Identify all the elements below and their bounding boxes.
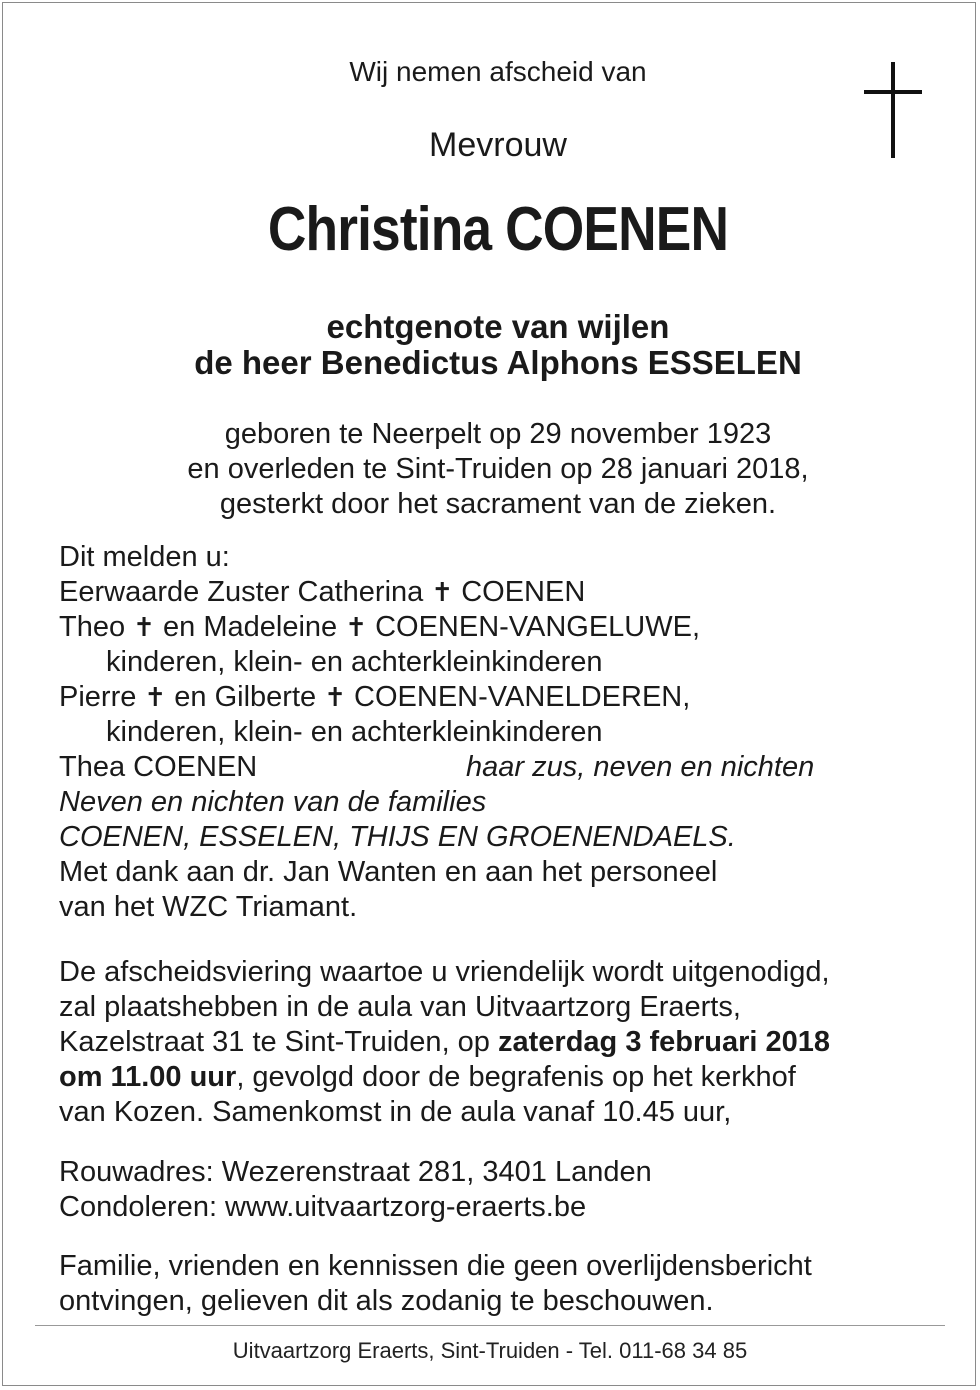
note-block: Familie, vrienden en kennissen die geen overlijdensbericht ontvingen, gelieven dit als zodanig te beschouwen. (59, 1250, 812, 1317)
condolence-link[interactable]: Condoleren: www.uitvaartzorg-eraerts.be (59, 1191, 587, 1223)
announcement-block (59, 540, 815, 925)
cross-icon: ✝ (431, 577, 454, 607)
address-block (59, 1155, 652, 1225)
rouwadres: Rouwadres: Wezerenstraat 281, 3401 Landen (59, 1156, 652, 1188)
spouse-line: de heer Benedictus Alphons ESSELEN (194, 344, 802, 381)
cross-icon: ✝ (144, 682, 167, 712)
family-line: Theo ✝ en Madeleine ✝ COENEN-VANGELUWE, (59, 611, 701, 643)
death-line: en overleden te Sint-Truiden op 28 januari 2018, (187, 453, 809, 485)
intro-line: Wij nemen afscheid van (349, 56, 647, 87)
family-line: kinderen, klein- en achterkleinkinderen (106, 646, 603, 678)
family-line: COENEN, ESSELEN, THIJS EN GROENENDAELS. (59, 821, 736, 853)
spouse-line: echtgenote van wijlen (326, 308, 670, 345)
spouse-block (0, 309, 980, 381)
cross-icon: ✝ (324, 682, 346, 712)
family-line: Eerwaarde Zuster Catherina ✝ COENEN (59, 576, 586, 608)
announce-heading: Dit melden u: (59, 541, 230, 573)
family-line: kinderen, klein- en achterkleinkinderen (106, 716, 603, 748)
ceremony-date: zaterdag 3 februari 2018 (498, 1026, 831, 1058)
birth-line: geboren te Neerpelt op 29 november 1923 (224, 418, 772, 450)
sacrament-line: gesterkt door het sacrament van de zieken. (219, 488, 777, 520)
deceased-name: Christina COENEN (267, 195, 729, 264)
footer: Uitvaartzorg Eraerts, Sint-Truiden - Tel. 011-68 34 85 (232, 1338, 748, 1363)
ceremony-time: om 11.00 uur (59, 1061, 237, 1093)
family-line: Neven en nichten van de families (59, 786, 487, 818)
dates-block (0, 417, 980, 522)
family-line: Thea COENEN haar zus, neven en nichten (59, 751, 815, 783)
cross-icon: ✝ (133, 612, 155, 642)
cross-icon: ✝ (345, 612, 368, 642)
thanks-line: van het WZC Triamant. (59, 891, 358, 923)
family-line: Pierre ✝ en Gilberte ✝ COENEN-VANELDEREN, (59, 681, 691, 713)
title-line: Mevrouw (429, 126, 567, 164)
divider (35, 1325, 945, 1326)
ceremony-block: De afscheidsviering waartoe u vriendelijk wordt uitgenodigd, zal plaatshebben in de aula van Uitvaartzorg Eraerts, Kazelstraat 31 te Sint-Truiden, op zaterdag 3 februari 2018 om 11.00 uur, gevolgd door de begrafenis op het kerkhof van Kozen. Samenkomst in de aula vanaf 10.45 uur, (59, 956, 831, 1128)
thanks-line: Met dank aan dr. Jan Wanten en aan het personeel (59, 856, 718, 888)
